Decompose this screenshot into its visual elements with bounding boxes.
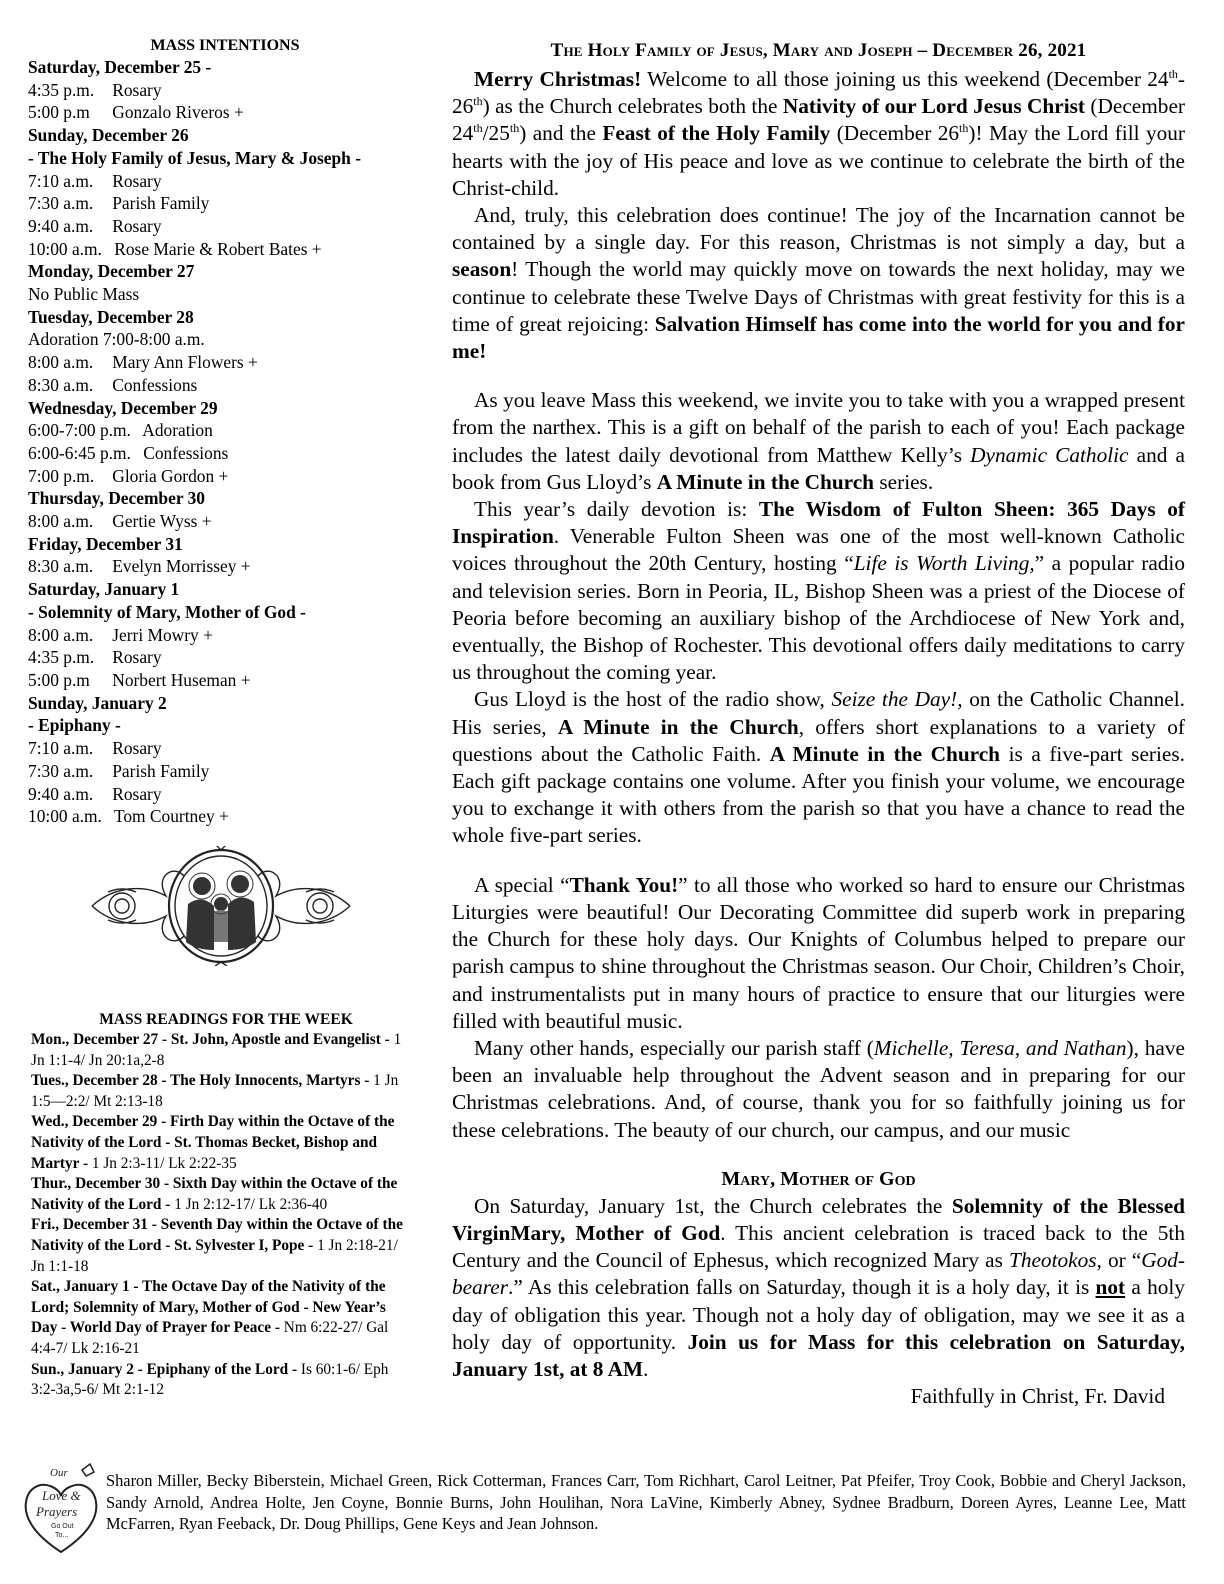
mass-time: 8:00 a.m. bbox=[28, 352, 94, 373]
mass-intention: Rose Marie & Robert Bates + bbox=[114, 238, 322, 259]
text: /25 bbox=[482, 121, 510, 146]
paragraph-gift bbox=[452, 387, 1185, 496]
mass-note: No Public Mass bbox=[28, 284, 140, 305]
mass-time: 8:30 a.m. bbox=[28, 556, 94, 577]
mass-intention: Adoration bbox=[142, 420, 213, 441]
mass-intention: Parish Family bbox=[112, 193, 210, 214]
mass-entry bbox=[28, 760, 422, 783]
mass-entry bbox=[28, 442, 422, 465]
text-bold: A Minute in the Church bbox=[557, 714, 799, 739]
reading-day: Sat., January 1 - The Octave Day of the Nativity of the Lord; Solemnity of Mary, Mother of God - New Year’s Day - World Day of Prayer for Peace - bbox=[31, 1278, 386, 1337]
mass-time: 9:40 a.m. bbox=[28, 215, 94, 236]
text-italic: Dynamic Catholic bbox=[970, 442, 1129, 467]
mass-entry bbox=[28, 510, 422, 533]
mass-day-heading: Wednesday, December 29 bbox=[28, 397, 218, 418]
mass-entry bbox=[28, 238, 422, 261]
mass-day-heading: - Solemnity of Mary, Mother of God - bbox=[28, 601, 306, 622]
mass-intention: Rosary bbox=[112, 647, 162, 668]
text-bold: The Wisdom of Fulton Sheen: 365 Days of Inspiration bbox=[452, 497, 1186, 549]
text: , or “ bbox=[1096, 1248, 1142, 1273]
text: and a book from Gus Lloyd’s bbox=[452, 442, 1185, 494]
mass-intention: Rosary bbox=[112, 79, 162, 100]
text: Gus Lloyd is the host of the radio show, bbox=[474, 687, 832, 712]
text-bold: Thank You! bbox=[569, 872, 679, 897]
reading-citations: 1 Jn 2:3-11/ Lk 2:22-35 bbox=[91, 1154, 237, 1172]
mass-time: 7:00 p.m. bbox=[28, 465, 95, 486]
text: As you leave Mass this weekend, we invite you to take with you a wrapped present from the narthex. This is a gift on behalf of the parish to each of you! Each package includes the latest daily devotional from Matthew Kelly’s bbox=[452, 388, 1185, 467]
mass-entry bbox=[28, 465, 422, 488]
mass-day-heading: - Epiphany - bbox=[28, 715, 121, 736]
mass-entry bbox=[28, 624, 422, 647]
superscript: th bbox=[959, 121, 969, 136]
reading-day: Thur., December 30 - Sixth Day within the Octave of the Nativity of the Lord - bbox=[31, 1175, 398, 1213]
mass-entry bbox=[28, 374, 422, 397]
mass-time: 7:30 a.m. bbox=[28, 193, 94, 214]
mass-time: 6:00-6:45 p.m. bbox=[28, 442, 131, 463]
holy-family-emblem bbox=[84, 846, 358, 966]
mass-day-heading: Sunday, December 26 bbox=[28, 125, 189, 146]
mass-intention: Tom Courtney + bbox=[113, 806, 229, 827]
text: series. bbox=[874, 469, 934, 494]
reading-item bbox=[31, 1071, 411, 1112]
reading-day: Tues., December 28 - The Holy Innocents, Martyrs - bbox=[31, 1072, 374, 1090]
mass-day-heading: Thursday, December 30 bbox=[28, 488, 205, 509]
mass-entry bbox=[28, 805, 422, 828]
mass-intention: Rosary bbox=[112, 783, 162, 804]
mass-intention: Confessions bbox=[112, 374, 198, 395]
reading-day: Wed., December 29 - Firth Day within the Octave of the Nativity of the Lord - St. Thomas Becket, Bishop and Martyr - bbox=[31, 1113, 395, 1172]
text-bold-underline: not bbox=[1095, 1275, 1126, 1300]
text: )! May the Lord fill your hearts with the joy of His peace and love as we continue to celebrate the birth of the Christ-child. bbox=[452, 121, 1185, 200]
text: Welcome to all those joining us this weekend (December 24 bbox=[641, 67, 1169, 91]
mass-intention: Rosary bbox=[112, 215, 162, 236]
prayer-list-names: Sharon Miller, Becky Biberstein, Michael Green, Rick Cotterman, Frances Carr, Tom Richhart, Carol Leitner, Pat Pfeifer, Troy Cook, Bobbie and Cheryl Jackson, Sandy Arnold, Andrea Holte, Jen Coyne, Bonnie Burns, John Houlihan, Nora LaVine, Kimberly Abney, Sydnee Bradburn, Doreen Ayres, Leanne Lee, Matt McFarren, Ryan Feeback, Dr. Doug Phillips, Gene Keys and Jean Johnson. bbox=[106, 1471, 1186, 1533]
text: ) as the Church celebrates both the bbox=[482, 94, 783, 119]
section-heading-mary: Mary, Mother of God bbox=[721, 1167, 916, 1190]
reading-item bbox=[31, 1174, 411, 1215]
reading-item bbox=[31, 1277, 411, 1359]
mass-entry bbox=[28, 555, 422, 578]
letter-body bbox=[452, 66, 1185, 1383]
text-italic: Theotokos bbox=[1008, 1248, 1097, 1273]
reading-citations: 1 Jn 1:1-4/ Jn 20:1a,2-8 bbox=[31, 1031, 402, 1069]
mass-entry bbox=[28, 79, 422, 102]
mass-day-heading: Friday, December 31 bbox=[28, 533, 183, 554]
mass-intention: Mary Ann Flowers + bbox=[112, 352, 258, 373]
mass-time: 7:10 a.m. bbox=[28, 738, 94, 759]
mass-time: 4:35 p.m. bbox=[28, 647, 95, 668]
text-bold: Solemnity of the Blessed VirginMary, Mother of God bbox=[452, 1193, 1186, 1245]
text: is a five-part series. Each gift package contains one volume. After you finish your volume, we encourage you to exchange it with others from the parish so that you have a chance to read the whole five-part series. bbox=[452, 741, 1186, 848]
mass-intention: Gertie Wyss + bbox=[112, 511, 212, 532]
mass-note: Adoration 7:00-8:00 a.m. bbox=[28, 329, 205, 350]
logo-text-line: Love & bbox=[42, 1488, 81, 1503]
mass-time: 7:30 a.m. bbox=[28, 760, 94, 781]
reading-item bbox=[31, 1360, 411, 1401]
paragraph-christmas-welcome bbox=[452, 66, 1185, 202]
text: , offers short explanations to a variety of questions about the Catholic Faith. bbox=[452, 714, 1185, 766]
mass-intention: Rosary bbox=[112, 738, 162, 759]
superscript: th bbox=[473, 121, 483, 136]
text: This year’s daily devotion is: bbox=[474, 497, 759, 522]
text-bold: Salvation Himself has come into the world for you and for me! bbox=[452, 311, 1185, 364]
mass-time: 5:00 p.m bbox=[28, 669, 90, 690]
mass-day-heading: Monday, December 27 bbox=[28, 261, 195, 282]
text: (December 26 bbox=[830, 121, 960, 146]
mass-intention: Rosary bbox=[112, 170, 162, 191]
mass-day-heading: Sunday, January 2 bbox=[28, 692, 167, 713]
mass-time: 8:30 a.m. bbox=[28, 374, 94, 395]
mass-intention: Confessions bbox=[143, 442, 229, 463]
mass-intentions-heading: MASS INTENTIONS bbox=[150, 37, 300, 54]
mass-intention: Evelyn Morrissey + bbox=[112, 556, 251, 577]
logo-text-line: Our bbox=[50, 1467, 68, 1479]
text: ” to all those who worked so hard to ensure our Christmas Liturgies were beautiful! Our Decorating Committee did superb work in preparing the Church for these holy days. Our Knights of Columbus helped to prepare our parish campus to shine throughout the Christmas season. Our Choir, Children’s Choir, and instrumentalists put in many hours of practice to ensure that our liturgies were filled with beautiful music. bbox=[452, 872, 1185, 1033]
mass-entry bbox=[28, 737, 422, 760]
reading-citations: 1 Jn 1:5—2:2/ Mt 2:13-18 bbox=[31, 1072, 399, 1110]
mass-intention: Gonzalo Riveros + bbox=[112, 102, 244, 123]
text: And, truly, this celebration does continue! The joy of the Incarnation cannot be contained by a single day. For this reason, Christmas is not simply a day, but a bbox=[452, 203, 1185, 255]
mass-entry bbox=[28, 351, 422, 374]
mass-entry bbox=[28, 646, 422, 669]
text-bold: Join us for Mass for this celebration on Saturday, January 1st, at 8 AM bbox=[452, 1329, 1185, 1381]
paragraph-many-hands bbox=[452, 1035, 1185, 1144]
reading-citations: 1 Jn 2:12-17/ Lk 2:36-40 bbox=[174, 1195, 328, 1213]
mass-entry bbox=[28, 192, 422, 215]
paragraph-celebration-continues bbox=[452, 202, 1185, 365]
text: .” As this celebration falls on Saturday, though it is a holy day, it is bbox=[508, 1275, 1096, 1300]
text-italic: God-bearer bbox=[452, 1248, 1186, 1300]
mass-entry bbox=[28, 669, 422, 692]
mass-time: 7:10 a.m. bbox=[28, 170, 94, 191]
reading-day: Sun., January 2 - Epiphany of the Lord - bbox=[31, 1360, 301, 1378]
mass-entry bbox=[28, 215, 422, 238]
love-and-prayers-heart-logo bbox=[20, 1462, 102, 1558]
mass-entry bbox=[28, 419, 422, 442]
mass-day-heading: Tuesday, December 28 bbox=[28, 306, 194, 327]
mass-time: 10:00 a.m. bbox=[28, 238, 102, 259]
text: -26 bbox=[452, 67, 1185, 119]
mass-time: 9:40 a.m. bbox=[28, 783, 94, 804]
text: (December 24 bbox=[452, 94, 1185, 146]
text: ) and the bbox=[519, 121, 603, 146]
mass-time: 10:00 a.m. bbox=[28, 806, 102, 827]
mass-time: 6:00-7:00 p.m. bbox=[28, 420, 131, 441]
logo-text-line: Prayers bbox=[36, 1504, 78, 1519]
mass-readings-list bbox=[31, 1030, 411, 1401]
paragraph-gus-lloyd bbox=[452, 686, 1185, 849]
text: ! Though the world may quickly move on towards the next holiday, may we continue to celebrate these Twelve Days of Christmas with great festivity for this is a time of great rejoicing: bbox=[452, 257, 1185, 336]
mass-time: 8:00 a.m. bbox=[28, 624, 94, 645]
mass-intentions-column bbox=[28, 36, 422, 828]
mass-intention: Norbert Huseman + bbox=[112, 669, 251, 690]
superscript: th bbox=[473, 94, 483, 109]
text-italic: Life is Worth Living, bbox=[853, 551, 1035, 576]
reading-citations: Is 60:1-6/ Eph 3:2-3a,5-6/ Mt 2:1-12 bbox=[31, 1360, 389, 1399]
reading-day: Mon., December 27 - St. John, Apostle and Evangelist - bbox=[31, 1031, 394, 1048]
mass-entry bbox=[28, 783, 422, 806]
reading-citations: 1 Jn 2:18-21/ Jn 1:1-18 bbox=[31, 1236, 398, 1275]
mass-time: 8:00 a.m. bbox=[28, 511, 94, 532]
logo-text-line: Go Out bbox=[51, 1523, 74, 1530]
text: , on the Catholic Channel. His series, bbox=[452, 687, 1186, 739]
mass-intention: Parish Family bbox=[112, 760, 210, 781]
mass-readings-heading: MASS READINGS FOR THE WEEK bbox=[99, 1011, 353, 1028]
text: On Saturday, January 1st, the Church celebrates the bbox=[474, 1193, 952, 1218]
mass-intention: Jerri Mowry + bbox=[112, 624, 213, 645]
text: . Venerable Fulton Sheen was one of the most well-known Catholic voices throughout the 20th Century, hosting “ bbox=[452, 524, 1185, 576]
reading-item bbox=[31, 1112, 411, 1174]
text-bold: season bbox=[452, 257, 512, 282]
text-italic: Michelle, Teresa, and Nathan bbox=[873, 1035, 1127, 1060]
mass-intention: Gloria Gordon + bbox=[112, 465, 229, 486]
text: . bbox=[643, 1356, 649, 1381]
text-bold: Merry Christmas! bbox=[474, 67, 642, 91]
mass-day-heading: - The Holy Family of Jesus, Mary & Joseph - bbox=[28, 147, 361, 168]
superscript: th bbox=[1168, 66, 1178, 81]
mass-intentions-list bbox=[28, 56, 422, 828]
pastor-letter bbox=[452, 36, 1185, 1410]
mass-day-heading: Saturday, January 1 bbox=[28, 579, 180, 600]
paragraph-devotion bbox=[452, 496, 1185, 686]
reading-item bbox=[31, 1215, 411, 1277]
letter-title: The Holy Family of Jesus, Mary and Joseph – December 26, 2021 bbox=[550, 40, 1087, 61]
text: A special “ bbox=[474, 872, 570, 897]
paragraph-thank-you bbox=[452, 872, 1185, 1035]
text-bold: A Minute in the Church bbox=[769, 741, 1001, 766]
reading-day: Fri., December 31 - Seventh Day within the Octave of the Nativity of the Lord - St. Sylvester I, Pope - bbox=[31, 1216, 403, 1254]
text: . This ancient celebration is traced back to the 5th Century and the Council of Ephesus, which recognized Mary as bbox=[452, 1220, 1185, 1273]
reading-item bbox=[31, 1030, 411, 1071]
text-bold: A Minute in the Church bbox=[656, 469, 875, 494]
mass-time: 5:00 p.m bbox=[28, 102, 90, 123]
text: ), have been an invaluable help throughout the Advent season and in preparing for our Christmas celebrations. And, of course, thank you for so faithfully joining us for these celebrations. The beauty of our church, our campus, and our music bbox=[452, 1035, 1185, 1142]
text-bold: Nativity of our Lord Jesus Christ bbox=[782, 94, 1086, 119]
reading-citations: Nm 6:22-27/ Gal 4:4-7/ Lk 2:16-21 bbox=[31, 1319, 389, 1357]
paragraph-solemnity bbox=[452, 1193, 1185, 1383]
mass-time: 4:35 p.m. bbox=[28, 79, 95, 100]
text: ” a popular radio and television series. Born in Peoria, IL, Bishop Sheen was a priest of the Diocese of Peoria before becoming an auxiliary bishop of the Archdiocese of New York and, eventually, the Bishop of Rochester. This devotional offers daily meditations to carry us throughout the coming year. bbox=[452, 551, 1185, 685]
text: a holy day of obligation this year. Though not a holy day of obligation, may we see it as a holy day of opportunity. bbox=[452, 1275, 1185, 1354]
text-bold: Feast of the Holy Family bbox=[602, 121, 831, 146]
text: Many other hands, especially our parish staff ( bbox=[474, 1035, 874, 1060]
mass-entry bbox=[28, 170, 422, 193]
superscript: th bbox=[509, 121, 520, 136]
signature: Faithfully in Christ, Fr. David bbox=[910, 1384, 1165, 1409]
logo-text-line: To... bbox=[55, 1532, 69, 1539]
mass-day-heading: Saturday, December 25 - bbox=[28, 57, 212, 77]
text-italic: Seize the Day! bbox=[831, 687, 958, 712]
mass-entry bbox=[28, 101, 422, 124]
